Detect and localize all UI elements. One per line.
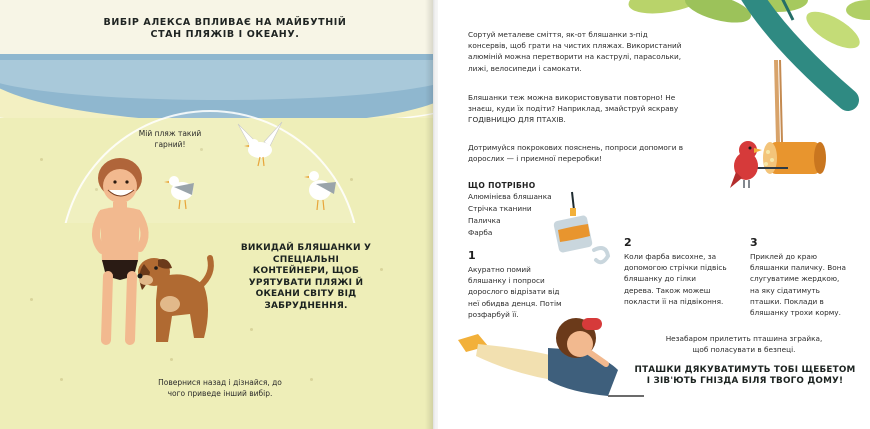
red-bird-icon [728, 132, 768, 192]
girl-illustration [458, 300, 648, 400]
instructions-paragraph: Дотримуйся покрокових пояснень, попроси допомоги в дорослих — і приємної переробки! [468, 143, 684, 164]
seagull-icon [160, 165, 205, 215]
reuse-paragraph: Бляшанки теж можна використовувати повторно! Не знаєш, куди їх подіти? Наприклад, змайструй яскраву ГОДІВНИЦЮ ДЛЯ ПТАХІВ. [468, 93, 679, 125]
materials-item: Алюмінієва бляшанка [468, 192, 552, 201]
ending-paragraph: Незабаром прилетить пташина зграйка, щоб поласувати в безпеці. [665, 334, 823, 355]
materials-item: Паличка [468, 216, 501, 225]
materials-title: ЩО ПОТРІБНО [468, 181, 536, 190]
speech-text: Мій пляж такий гарний! [138, 129, 202, 149]
materials-item: Стрічка тканини [468, 204, 532, 213]
final-callout: ПТАШКИ ДЯКУВАТИМУТЬ ТОБІ ЩЕБЕТОМ І ЗІВ'ЮТЬ ГНІЗДА БІЛЯ ТВОГО ДОМУ! [634, 365, 856, 386]
step-text: Коли фарба висохне, за допомогою стрічки підвісь бляшанку до гілки дерева. Також можеш покласти її на підвіконня. [624, 252, 727, 306]
materials-item: Фарба [468, 228, 493, 237]
left-page [0, 0, 433, 429]
step-text: Акуратно помий бляшанку і попроси дорослого відрізати від неї обидва денця. Потім розфарбуй її. [468, 265, 562, 319]
step-number: 3 [750, 236, 758, 249]
dog-illustration [128, 238, 218, 348]
step-number: 2 [624, 236, 632, 249]
seagull-icon [230, 118, 290, 173]
right-page [438, 0, 870, 429]
step-number: 1 [468, 249, 476, 262]
step-text: Приклей до краю бляшанки паличку. Вона слугуватиме жердкою, на яку сідатимуть пташки. Поклади в бляшанку трохи корму. [750, 252, 846, 318]
seagull-icon [298, 160, 343, 215]
paint-can-icon [548, 190, 618, 275]
left-page-title: ВИБІР АЛЕКСА ВПЛИВАЄ НА МАЙБУТНІЙ СТАН ПЛЯЖІВ І ОКЕАНУ. [103, 17, 347, 40]
bottom-note: Повернися назад і дізнайся, до чого приведе інший вибір. [158, 378, 282, 398]
intro-paragraph: Сортуй металеве сміття, як-от бляшанки з-під консервів, щоб грати на чистих пляжах. Використаний алюміній можна перетворити на каструлі, парасольки, лижі, велосипеди і самокати. [468, 30, 682, 73]
callout-text: ВИКИДАЙ БЛЯШАНКИ У СПЕЦІАЛЬНІ КОНТЕЙНЕРИ, ЩОБ УРЯТУВАТИ ПЛЯЖІ Й ОКЕАНИ СВІТУ ВІД ЗАБРУДНЕННЯ. [240, 243, 372, 311]
